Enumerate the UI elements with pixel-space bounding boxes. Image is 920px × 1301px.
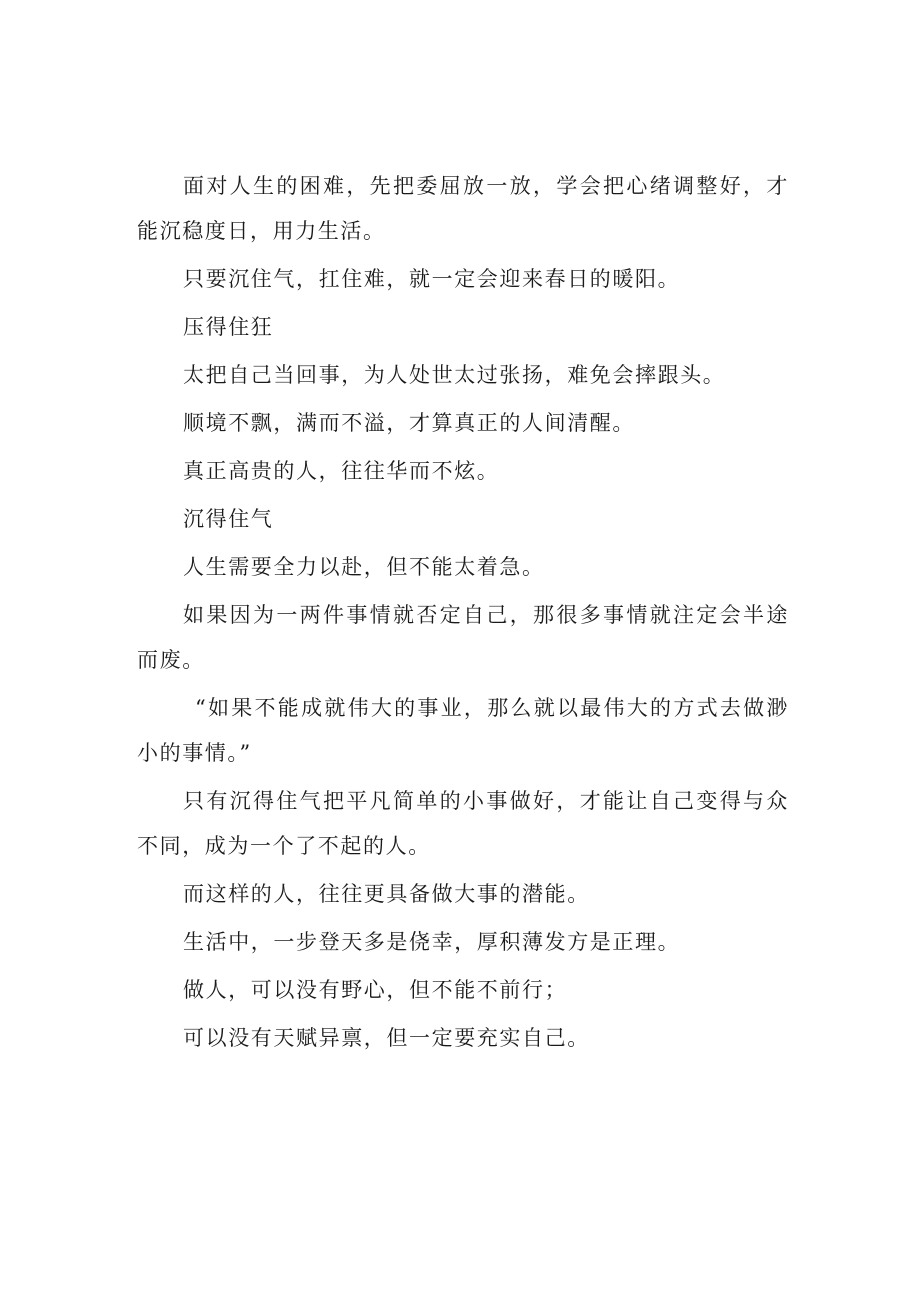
paragraph-6: 人生需要全力以赴，但不能太着急。 [183, 555, 545, 579]
document-body [137, 164, 789, 1064]
paragraph-3: 太把自己当回事，为人处世太过张扬，难免会摔跟头。 [183, 363, 726, 387]
paragraph-2: 只要沉住气，扛住难，就一定会迎来春日的暖阳。 [183, 267, 681, 291]
paragraph-9: 而这样的人，往往更具备做大事的潜能。 [183, 882, 590, 906]
paragraph-7: 如果因为一两件事情就否定自己，那很多事情就注定会半途而废。 [137, 603, 789, 672]
paragraph-1: 面对人生的困难，先把委屈放一放，学会把心绪调整好，才能沉稳度日，用力生活。 [137, 174, 789, 243]
paragraph-5: 真正高贵的人，往往华而不炫。 [183, 459, 500, 483]
section-heading-1: 压得住狂 [183, 315, 274, 339]
paragraph-8: 只有沉得住气把平凡简单的小事做好，才能让自己变得与众不同，成为一个了不起的人。 [137, 789, 789, 858]
paragraph-4: 顺境不飘，满而不溢，才算真正的人间清醒。 [183, 411, 635, 435]
section-heading-2: 沉得住气 [183, 507, 274, 531]
paragraph-12: 可以没有天赋异禀，但一定要充实自己。 [183, 1026, 590, 1050]
paragraph-10: 生活中，一步登天多是侥幸，厚积薄发方是正理。 [183, 930, 681, 954]
paragraph-11: 做人，可以没有野心，但不能不前行； [183, 978, 568, 1002]
quote-paragraph: “如果不能成就伟大的事业，那么就以最伟大的方式去做渺小的事情。” [137, 696, 789, 765]
